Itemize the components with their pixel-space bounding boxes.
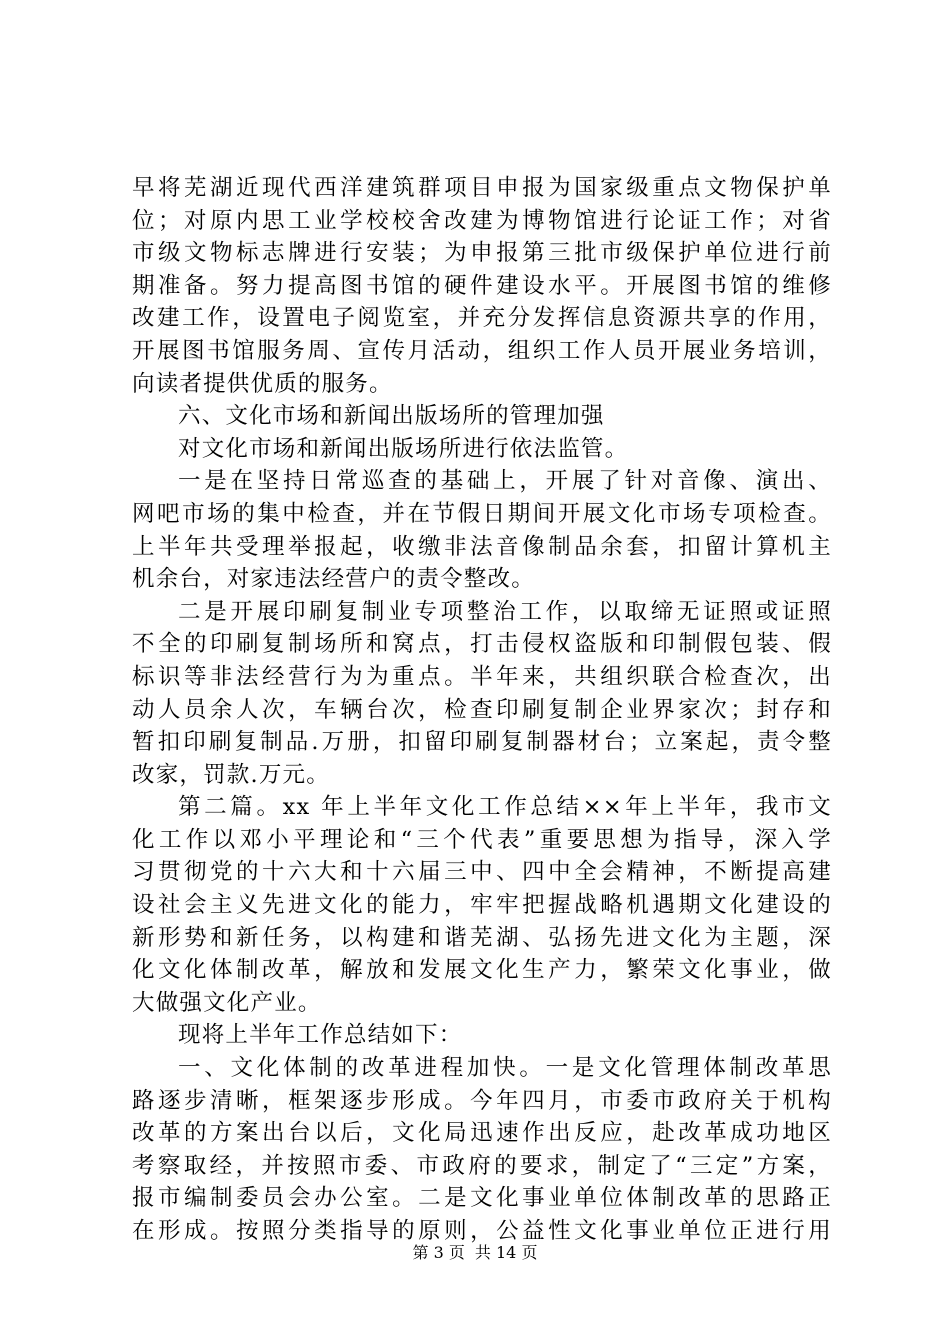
text-line: 报市编制委员会办公室。二是文化事业单位体制改革的思路正 [132,1185,832,1212]
page-total: 共 14 页 [474,1243,538,1262]
page-number: 第 3 页 [412,1243,465,1262]
text-line: 不全的印刷复制场所和窝点，打击侵权盗版和印制假包装、假 [132,631,832,658]
document-body [132,172,832,1248]
text-line: 市级文物标志牌进行安装；为申报第三批市级保护单位进行前 [132,240,832,267]
text-line: 动人员余人次，车辆台次，检查印刷复制企业界家次；封存和 [132,696,832,723]
text-line: 标识等非法经营行为为重点。半年来，共组织联合检查次，出 [132,663,832,690]
text-line: 改家，罚款.万元。 [132,761,330,788]
text-line: 暂扣印刷复制品.万册，扣留印刷复制器材台；立案起，责令整 [132,729,832,756]
text-line: 新形势和新任务，以构建和谐芜湖、弘扬先进文化为主题，深 [132,924,832,951]
text-line: 化工作以邓小平理论和“三个代表”重要思想为指导，深入学 [132,826,832,853]
text-line: 网吧市场的集中检查，并在节假日期间开展文化市场专项检查。 [132,500,832,527]
text-line: 对文化市场和新闻出版场所进行依法监管。 [178,435,629,462]
text-line: 二是开展印刷复制业专项整治工作，以取缔无证照或证照 [178,598,832,625]
text-line: 改建工作，设置电子阅览室，并充分发挥信息资源共享的作用， [132,305,832,332]
text-line: 期准备。努力提高图书馆的硬件建设水平。开展图书馆的维修 [132,272,832,299]
section-heading: 六、文化市场和新闻出版场所的管理加强 [178,403,605,430]
text-line: 一、文化体制的改革进程加快。一是文化管理体制改革思 [178,1055,832,1082]
text-line: 一是在坚持日常巡查的基础上，开展了针对音像、演出、 [178,468,832,495]
text-line: 向读者提供优质的服务。 [132,370,393,397]
text-line: 早将芜湖近现代西洋建筑群项目申报为国家级重点文物保护单 [132,175,832,201]
text-line: 第二篇。xx 年上半年文化工作总结××年上半年，我市文 [178,794,832,821]
text-line: 大做强文化产业。 [132,989,322,1016]
text-line: 开展图书馆服务周、宣传月活动，组织工作人员开展业务培训， [132,337,832,364]
text-line: 设社会主义先进文化的能力，牢牢把握战略机遇期文化建设的 [132,892,832,919]
text-line: 化文化体制改革，解放和发展文化生产力，繁荣文化事业，做 [132,957,832,984]
text-line: 习贯彻党的十六大和十六届三中、四中全会精神，不断提高建 [132,859,832,886]
text-line: 位；对原内思工业学校校舍改建为博物馆进行论证工作；对省 [132,207,832,234]
text-line: 上半年共受理举报起，收缴非法音像制品余套，扣留计算机主 [132,533,832,560]
text-line: 现将上半年工作总结如下： [178,1022,463,1049]
text-line: 考察取经，并按照市委、市政府的要求，制定了“三定”方案， [132,1152,832,1179]
text-line: 在形成。按照分类指导的原则，公益性文化事业单位正进行用 [132,1218,832,1244]
page-footer [0,1243,950,1263]
text-line: 路逐步清晰，框架逐步形成。今年四月，市委市政府关于机构 [132,1087,832,1114]
text-line: 机余台，对家违法经营户的责令整改。 [132,566,535,593]
text-line: 改革的方案出台以后，文化局迅速作出反应，赴改革成功地区 [132,1120,832,1147]
